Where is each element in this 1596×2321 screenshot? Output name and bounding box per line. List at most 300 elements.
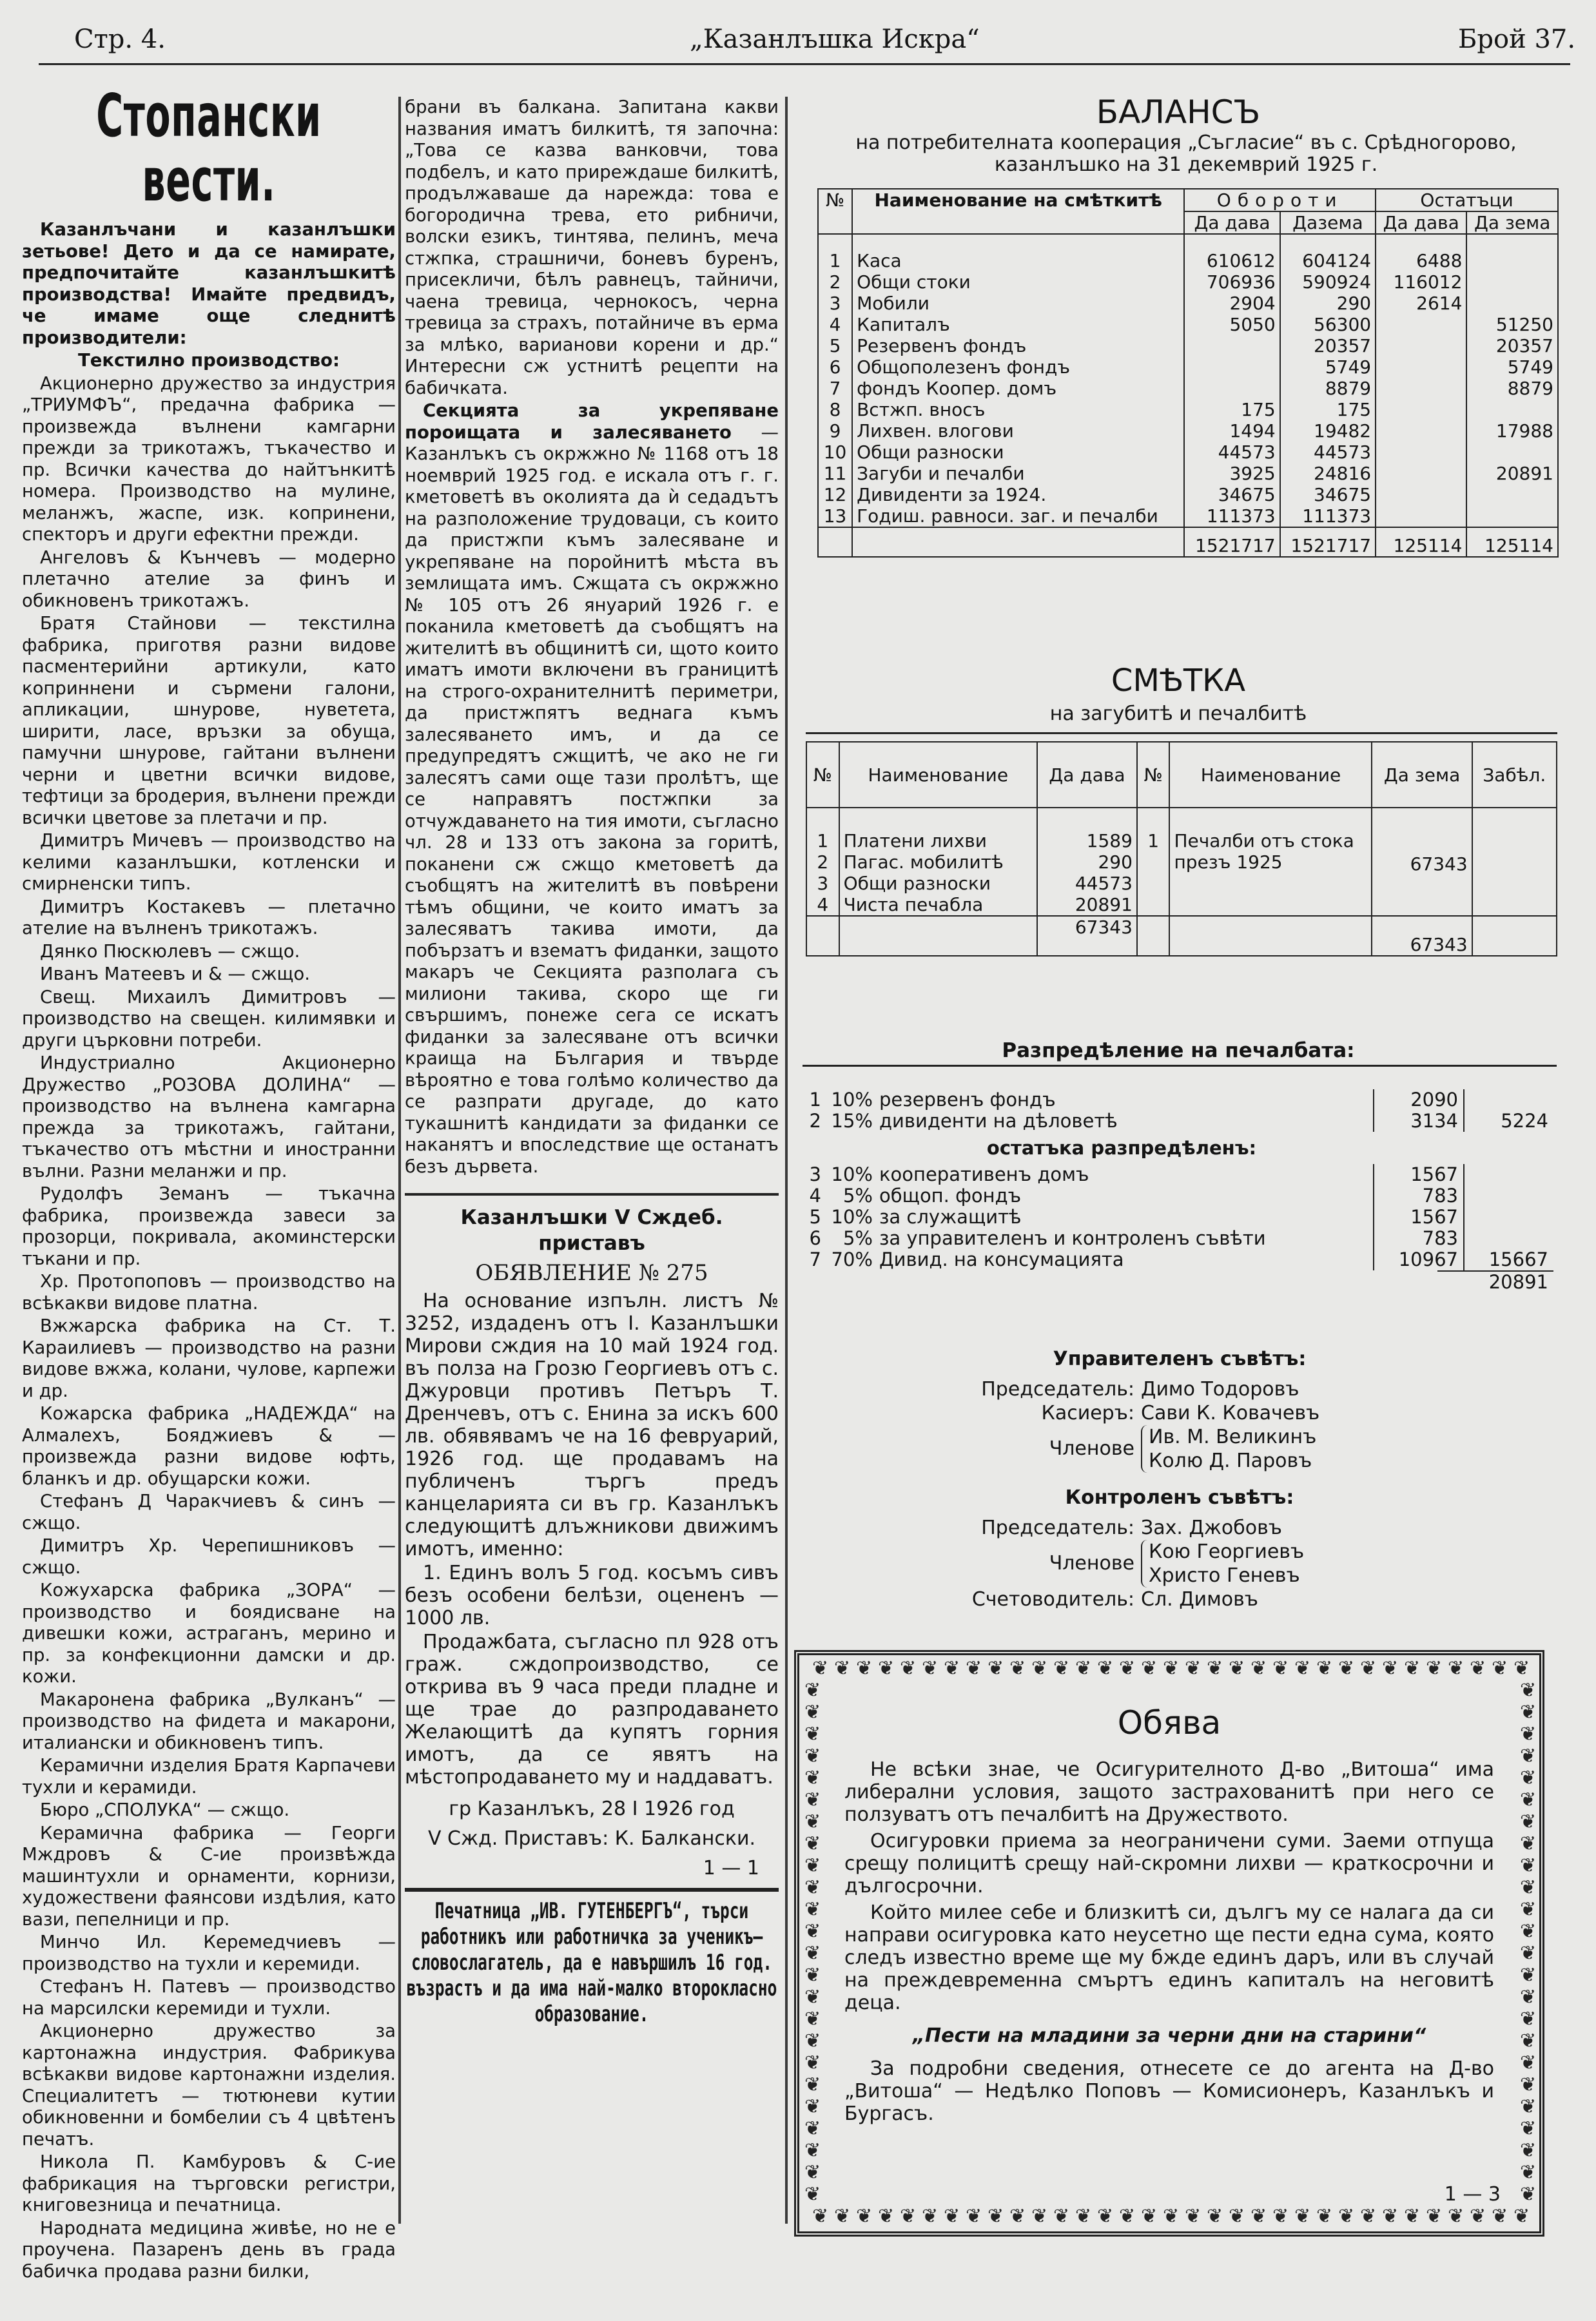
laurel-leaf-icon: ❦: [1119, 1657, 1136, 1680]
distribution-row: [806, 1164, 1553, 1185]
cell-n: 9: [818, 420, 852, 442]
board-cashier: Сави К. Ковачевъ: [1141, 1402, 1320, 1424]
pl-right-number: 1: [1137, 808, 1170, 916]
laurel-leaf-icon: ❦: [1520, 1920, 1537, 1943]
cell-name: Общополезенъ фондъ: [852, 356, 1184, 378]
laurel-leaf-icon: ❦: [1520, 1767, 1537, 1789]
cell-a: 175: [1184, 399, 1280, 420]
cell-name: Капиталъ: [852, 314, 1184, 335]
cell-n: 12: [818, 484, 852, 505]
laurel-leaf-icon: ❦: [1251, 2205, 1267, 2228]
cell-a: 44573: [1184, 442, 1280, 463]
cell-d: 20357: [1466, 335, 1558, 356]
cell-d: [1466, 442, 1558, 463]
distribution-cell: 5%: [842, 1185, 873, 1207]
laurel-leaf-icon: ❦: [812, 2205, 829, 2228]
laurel-leaf-icon: ❦: [1470, 2205, 1486, 2228]
cell-b: 8879: [1280, 378, 1376, 399]
distribution-cell: [1465, 1089, 1553, 1111]
cell-d: [1466, 484, 1558, 505]
laurel-leaf-icon: ❦: [900, 1657, 917, 1680]
board-title: Управителенъ съвѣтъ:: [1053, 1348, 1307, 1370]
col-account-name: Наименование на смѣткитѣ: [852, 189, 1184, 234]
laurel-leaf-icon: ❦: [966, 2205, 982, 2228]
balance-title: БАЛАНСЪ: [1096, 93, 1261, 131]
distribution-cell: 10%: [831, 1089, 873, 1111]
laurel-leaf-icon: ❦: [804, 1964, 821, 1986]
laurel-leaf-icon: ❦: [804, 1920, 821, 1943]
cell-a: 3925: [1184, 463, 1280, 484]
item: Рудолфъ Земанъ — тъкачна фабрика, произвежда завеси за прозорци, покривала, акоминстерски тъкани и пр.: [22, 1183, 396, 1269]
cell-c: [1376, 314, 1466, 335]
ad-title: Обява: [1117, 1704, 1221, 1742]
pl-subtitle: на загубитѣ и печалбитѣ: [1049, 703, 1307, 725]
cell-name: Резервенъ фондъ: [852, 335, 1184, 356]
subheading-textile: Текстилно производство:: [77, 350, 340, 371]
cell-name: Общи стоки: [852, 271, 1184, 293]
laurel-leaf-icon: ❦: [1316, 2205, 1333, 2228]
notice-item: 1. Единъ волъ 5 год. косъмъ сивъ безъ особени белѣзи, оцененъ — 1000 лв.: [405, 1562, 779, 1629]
notice-signature: V Сжд. Приставъ: К. Балкански.: [427, 1827, 756, 1850]
cell-n: 10: [818, 442, 852, 463]
col-take-2: Да зема: [1466, 211, 1558, 234]
item: Акционерно дружество за индустрия „ТРИУМФЪ“, предачна фабрика — произвежда вълнени камгарни прежди за трикотажъ, тъкачество и пр. Всички качества до найтънкитѣ номера. Производство на мулине, меланжъ, жаспе, изк. копринени, спекторъ и други ефектни прежди.: [22, 373, 396, 545]
laurel-leaf-icon: ❦: [1520, 2161, 1537, 2184]
laurel-leaf-icon: ❦: [1520, 2052, 1537, 2074]
item: Димитръ Костакевъ — плетачно ателие на вълненъ трикотажъ.: [22, 896, 396, 938]
board-chair: Димо Тодоровъ: [1141, 1378, 1299, 1401]
laurel-leaf-icon: ❦: [1207, 2205, 1223, 2228]
laurel-leaf-icon: ❦: [1031, 1657, 1048, 1680]
laurel-leaf-icon: ❦: [1520, 1854, 1537, 1877]
distribution-row: [806, 1249, 1553, 1270]
laurel-leaf-icon: ❦: [804, 2030, 821, 2052]
laurel-leaf-icon: ❦: [1163, 1657, 1180, 1680]
pl-cell: 4: [817, 894, 829, 915]
col-take: Да зема: [1372, 742, 1472, 808]
laurel-leaf-icon: ❦: [878, 2205, 895, 2228]
pl-right-name: Печалби отъ стока презъ 1925: [1169, 808, 1372, 916]
cell-n: 4: [818, 314, 852, 335]
distribution-cell: резервенъ фондъ: [879, 1089, 1056, 1111]
laurel-leaf-icon: ❦: [1272, 2205, 1289, 2228]
forestation-article: Секцията за укрепяване пороищата и залесяването — Казанлъкъ съ окржжно № 1168 отъ 18 ноемврий 1925 год. е искала отъ г. г. кметоветѣ въ околията да ѝ седадътъ на разположение трудоваци, съ които да пристжпи къмъ залесяване и укрепяване на поройнитѣ мѣста въ землищата имъ. Сжщата съ окржжно № 105 отъ 26 януарий 1926 г. е поканила кметоветѣ да съобщятъ на жителитѣ въ общинитѣ си, щото които иматъ имоти включени въ границитѣ на строго-охранителнитѣ периметри, да пристжпятъ веднага къмъ залесяването имъ, и да се предупредятъ сжщитѣ, че ако не ги залесятъ сами още тази пролѣтъ, ще се направятъ постжпки за отчуждаването на тия имоти, съгласно чл. 28 и 133 отъ закона за горитѣ, поканени сж сжщо кметоветѣ да съобщятъ на жителитѣ въ повѣрени тѣмъ общини, че които иматъ за залесяватъ такива имоти, да побързатъ и взематъ фиданки, защото макаръ че Секцията разполага съ милиони такива, скоро ще ги свършимъ, понеже сега се искатъ фиданки за залесяване отъ всички краища на България и твърде вѣроятно е това голѣмо количество да се разпрати другаде, до като тукашнитѣ кандидати за фиданки се наканятъ и впоследствие ще останатъ безъ дървета.: [405, 400, 779, 1177]
cell-a: 34675: [1184, 484, 1280, 505]
cell-name: Общи разноски: [852, 442, 1184, 463]
distribution-row: [806, 1228, 1553, 1249]
cell-d: [1466, 271, 1558, 293]
item: Народната медицина живѣе, но не е проучена. Пазаренъ день въ града бабичка продава разни билки,: [22, 2217, 396, 2282]
distribution-cell: 4: [809, 1185, 821, 1207]
cell-c: [1376, 378, 1466, 399]
distribution-cell: за управителенъ и контроленъ съвѣти: [879, 1227, 1266, 1249]
laurel-leaf-icon: ❦: [804, 1811, 821, 1833]
pl-cell: 3: [817, 873, 829, 894]
cell-a: [1184, 335, 1280, 356]
pl-cell: 290: [1098, 851, 1133, 873]
laurel-leaf-icon: ❦: [804, 2139, 821, 2162]
laurel-leaf-icon: ❦: [1185, 1657, 1202, 1680]
laurel-leaf-icon: ❦: [804, 1832, 821, 1855]
distribution-cell: 70%: [831, 1248, 873, 1270]
distribution-cell: 3: [809, 1163, 821, 1185]
cell-b: 175: [1280, 399, 1376, 420]
control-member: Христо Геневъ: [1149, 1564, 1300, 1587]
laurel-leaf-icon: ❦: [1520, 2139, 1537, 2162]
cell-b: 19482: [1280, 420, 1376, 442]
laurel-leaf-icon: ❦: [1520, 1832, 1537, 1855]
laurel-leaf-icon: ❦: [1520, 2183, 1537, 2206]
cell-b: 604124: [1280, 234, 1376, 271]
laurel-leaf-icon: ❦: [834, 2205, 851, 2228]
pl-table: [806, 741, 1557, 957]
item: Ангеловъ & Кънчевъ — модерно плетачно ателие за финъ и обикновенъ трикотажъ.: [22, 547, 396, 611]
laurel-leaf-icon: ❦: [1338, 1657, 1355, 1680]
pl-cell: 44573: [1075, 873, 1133, 894]
laurel-leaf-icon: ❦: [1009, 2205, 1026, 2228]
pl-cell: 20891: [1075, 894, 1133, 915]
distribution-row: [806, 1185, 1553, 1207]
laurel-leaf-icon: ❦: [856, 2205, 873, 2228]
laurel-leaf-icon: ❦: [1426, 1657, 1443, 1680]
notice-title: ОБЯВЛЕНИЕ № 275: [475, 1260, 708, 1286]
laurel-leaf-icon: ❦: [1520, 1898, 1537, 1921]
cell-c: [1376, 505, 1466, 527]
balance-row: [818, 271, 1558, 293]
distribution-cell: [1465, 1164, 1553, 1185]
laurel-leaf-icon: ❦: [1520, 1789, 1537, 1811]
laurel-leaf-icon: ❦: [1448, 1657, 1465, 1680]
cell-c: [1376, 442, 1466, 463]
laurel-leaf-icon: ❦: [1513, 1657, 1530, 1680]
cell-c: 2614: [1376, 293, 1466, 314]
pl-cell: 2: [817, 851, 829, 873]
distribution-cell: 3134: [1373, 1111, 1465, 1132]
laurel-leaf-icon: ❦: [1009, 1657, 1026, 1680]
laurel-leaf-icon: ❦: [988, 1657, 1004, 1680]
pl-rule: [806, 732, 1557, 734]
cell-n: 1: [818, 234, 852, 271]
balance-row: [818, 463, 1558, 484]
distribution-cell: [1465, 1207, 1553, 1228]
cell-a: 1494: [1184, 420, 1280, 442]
laurel-leaf-icon: ❦: [1031, 2205, 1048, 2228]
cell-d: 5749: [1466, 356, 1558, 378]
cell-b: 34675: [1280, 484, 1376, 505]
cell-b: 44573: [1280, 442, 1376, 463]
distribution-cell: 7: [809, 1248, 821, 1270]
laurel-leaf-icon: ❦: [1163, 2205, 1180, 2228]
distribution-cell: 5%: [842, 1227, 873, 1249]
laurel-leaf-icon: ❦: [1382, 1657, 1399, 1680]
laurel-leaf-icon: ❦: [804, 1789, 821, 1811]
balance-row: [818, 399, 1558, 420]
balance-subtitle: на потребителната кооперация „Съгласие“ въ с. Срѣдногорово, казанлъшко на 31 декемврий 1925 г.: [855, 131, 1517, 176]
newspaper-title: „Казанлъшка Искра“: [690, 24, 980, 54]
header-rule: [39, 63, 1570, 65]
cell-c: [1376, 463, 1466, 484]
item: Стефанъ Д Чаракчиевъ & синъ — сжщо.: [22, 1491, 396, 1533]
bailiff-heading: Казанлъшки V Сждеб. приставъ: [460, 1206, 723, 1255]
laurel-leaf-icon: ❦: [1520, 1876, 1537, 1899]
laurel-leaf-icon: ❦: [1426, 2205, 1443, 2228]
distribution-cell: 1567: [1373, 1164, 1465, 1185]
column-divider-2: [785, 97, 788, 2224]
ad-paragraph: Осигуровки приема за неограничени суми. Заеми отпуща срещу полицитѣ срещу най-скромни лихви — краткосрочни и дългосрочни.: [844, 1830, 1494, 1898]
distribution-row: [806, 1111, 1553, 1132]
distribution-title: Разпредѣление на печалбата:: [1002, 1039, 1355, 1062]
laurel-leaf-icon: ❦: [1207, 1657, 1223, 1680]
ad-number: 1 — 3: [1444, 2183, 1501, 2206]
laurel-leaf-icon: ❦: [812, 1657, 829, 1680]
economic-news-column: [22, 84, 396, 2301]
laurel-leaf-icon: ❦: [804, 2052, 821, 2074]
notice-date: гр Казанлъкъ, 28 I 1926 год: [449, 1798, 735, 1820]
accountant: Сл. Димовъ: [1141, 1588, 1258, 1611]
laurel-leaf-icon: ❦: [1097, 1657, 1114, 1680]
laurel-leaf-icon: ❦: [922, 1657, 939, 1680]
item: Никола П. Камбуровъ & С-ие фабрикация на търговски регистри, книговезница и печатница.: [22, 2151, 396, 2215]
distribution-cell: 2: [809, 1110, 821, 1132]
cell-a: [1184, 356, 1280, 378]
laurel-leaf-icon: ❦: [1316, 1657, 1333, 1680]
distribution-cell: 783: [1373, 1228, 1465, 1249]
pl-cell: 1: [817, 830, 829, 851]
board-member: Колю Д. Паровъ: [1149, 1450, 1312, 1472]
total-take-2: 125114: [1466, 527, 1558, 557]
cell-name: Загуби и печалби: [852, 463, 1184, 484]
laurel-leaf-icon: ❦: [1520, 2030, 1537, 2052]
laurel-leaf-icon: ❦: [804, 1898, 821, 1921]
laurel-leaf-icon: ❦: [1520, 1942, 1537, 1965]
distribution-cell: 1567: [1373, 1207, 1465, 1228]
distribution-cell: 15667: [1488, 1248, 1548, 1270]
item: Индустриално Акционерно Дружество „РОЗОВА ДОЛИНА“ — производство на вълнена камгарна прежда за трикотажъ, гайтани, тъкачество отъ мѣстни и иностранни вълни. Разни меланжи и пр.: [22, 1053, 396, 1181]
item: Керамични изделия Братя Карпачеви тухли и керамиди.: [22, 1755, 396, 1798]
distribution-cell: 15%: [831, 1110, 873, 1132]
cell-name: Встжп. вносъ: [852, 399, 1184, 420]
laurel-leaf-icon: ❦: [900, 2205, 917, 2228]
cell-n: 5: [818, 335, 852, 356]
col-balance: Остатъци: [1376, 189, 1558, 211]
page-number: Стр. 4.: [74, 24, 166, 54]
balance-row: [818, 442, 1558, 463]
cell-d: [1466, 399, 1558, 420]
item: Димитръ Хр. Черепишниковъ — сжщо.: [22, 1535, 396, 1578]
cell-d: [1466, 234, 1558, 271]
laurel-leaf-icon: ❦: [804, 1723, 821, 1745]
item: Минчо Ил. Керемедчиевъ — производство на тухли и керемиди.: [22, 1932, 396, 1974]
item: Свещ. Михаилъ Димитровъ — производство на свещен. килимявки и други църковни потреби.: [22, 986, 396, 1051]
item: Димитръ Мичевъ — производство на келими казанлъшки, котленски и смирненски типъ.: [22, 830, 396, 894]
laurel-leaf-icon: ❦: [804, 2008, 821, 2030]
col-name: Наименование: [839, 742, 1037, 808]
laurel-leaf-icon: ❦: [1229, 1657, 1245, 1680]
cell-n: 7: [818, 378, 852, 399]
laurel-leaf-icon: ❦: [804, 1767, 821, 1789]
laurel-leaf-icon: ❦: [804, 2183, 821, 2206]
ad-paragraph: Който милее себе и близкитѣ си, дългъ му се налага да си направи осигуровка като неусетно ще пести една сума, която следъ известно време ще му бжде единъ даръ, или въ случай на преждевременна смъртъ единъ капиталъ на неговитѣ деца.: [844, 1901, 1494, 2014]
laurel-leaf-icon: ❦: [804, 1854, 821, 1877]
item: Акционерно дружество за картонажна индустрия. Фабрикува всѣкакви видове картонажни изделия. Специалитетъ — тютюневи кутии обикновенни и бомбелии съ 4 цвѣтенъ печатъ.: [22, 2021, 396, 2150]
laurel-leaf-icon: ❦: [1404, 2205, 1421, 2228]
distribution-cell: Дивид. на консумацията: [879, 1248, 1124, 1270]
balance-row: [818, 484, 1558, 505]
item: Кожухарска фабрика „ЗОРА“ — производство и боядисване на дивешки кожи, астраганъ, мерино и пр. за конфекционни дамски и др. кожи.: [22, 1580, 396, 1687]
cell-n: 2: [818, 271, 852, 293]
laurel-leaf-icon: ❦: [1520, 2095, 1537, 2118]
cell-c: [1376, 420, 1466, 442]
laurel-leaf-icon: ❦: [1053, 1657, 1070, 1680]
item: Братя Стайнови — текстилна фабрика, приготвя разни видове пасментерийни артикули, като коприннени и сърмени галони, апликации, шнурове, нуветета, ширити, ласе, връзки за обуща, памучни шнурове, гайтани вълнени черни и цветни всички видове, тефтици за бродерия, вълнени прежди всички цветове за плетачи и пр.: [22, 613, 396, 828]
balance-row: [818, 314, 1558, 335]
balance-row: [818, 378, 1558, 399]
laurel-leaf-icon: ❦: [1520, 1986, 1537, 2008]
cell-name: Каса: [852, 234, 1184, 271]
cell-name: Лихвен. влогови: [852, 420, 1184, 442]
laurel-leaf-icon: ❦: [1141, 1657, 1158, 1680]
distribution-cell: 5: [809, 1206, 821, 1228]
divider: [405, 1888, 779, 1892]
laurel-leaf-icon: ❦: [1075, 1657, 1092, 1680]
col-name-2: Наименование: [1169, 742, 1372, 808]
laurel-leaf-icon: ❦: [1251, 1657, 1267, 1680]
cell-d: [1466, 505, 1558, 527]
laurel-leaf-icon: ❦: [804, 1986, 821, 2008]
rest-title: остатъка разпредѣленъ:: [986, 1137, 1257, 1159]
pl-cell: Платени лихви: [843, 830, 987, 851]
laurel-leaf-icon: ❦: [1520, 1701, 1537, 1724]
laurel-leaf-icon: ❦: [804, 2095, 821, 2118]
col-take: Дазема: [1280, 211, 1376, 234]
distribution-cell: 6: [809, 1227, 821, 1249]
cell-d: 8879: [1466, 378, 1558, 399]
notice-terms: Продажбата, съгласно пл 928 отъ граж. сждопроизводство, се открива въ 9 часа преди пладне и ще трае до разпродаването Желающитѣ да купятъ горния имотъ, да се явятъ на мѣстопродаването му и наддаватъ.: [405, 1631, 779, 1789]
cell-d: 17988: [1466, 420, 1558, 442]
control-member: Кою Георгиевъ: [1149, 1540, 1305, 1563]
cell-c: 116012: [1376, 271, 1466, 293]
total-take: 1521717: [1280, 527, 1376, 557]
laurel-leaf-icon: ❦: [804, 1942, 821, 1965]
pl-cell: 1589: [1086, 830, 1133, 851]
cell-name: Мобили: [852, 293, 1184, 314]
laurel-leaf-icon: ❦: [1294, 1657, 1311, 1680]
laurel-leaf-icon: ❦: [1520, 1745, 1537, 1767]
laurel-leaf-icon: ❦: [1470, 1657, 1486, 1680]
col-no: №: [806, 742, 839, 808]
cell-n: 8: [818, 399, 852, 420]
distribution-cell: [1465, 1185, 1553, 1207]
page-header: [0, 0, 1596, 64]
balance-row: [818, 293, 1558, 314]
pl-title: СМѢТКА: [1111, 663, 1246, 699]
distribution-cell: за служащитѣ: [879, 1206, 1022, 1228]
laurel-leaf-icon: ❦: [1492, 2205, 1508, 2228]
column-divider-1: [398, 97, 401, 2224]
total-give-2: 125114: [1376, 527, 1466, 557]
laurel-leaf-icon: ❦: [1360, 1657, 1377, 1680]
cell-n: 6: [818, 356, 852, 378]
laurel-leaf-icon: ❦: [1404, 1657, 1421, 1680]
pl-cell: Пагас. мобилитѣ: [843, 851, 1004, 873]
cell-d: 51250: [1466, 314, 1558, 335]
laurel-leaf-icon: ❦: [1053, 2205, 1070, 2228]
cell-n: 11: [818, 463, 852, 484]
col-give: Да дава: [1037, 742, 1137, 808]
cell-name: фондъ Коопер. домъ: [852, 378, 1184, 399]
cell-a: 2904: [1184, 293, 1280, 314]
distribution-cell: 1: [809, 1089, 821, 1111]
cell-d: 20891: [1466, 463, 1558, 484]
distribution-row: [806, 1089, 1553, 1111]
cell-b: 5749: [1280, 356, 1376, 378]
cell-c: [1376, 484, 1466, 505]
distribution-cell: 2090: [1373, 1089, 1465, 1111]
cell-a: 111373: [1184, 505, 1280, 527]
laurel-leaf-icon: ❦: [1272, 1657, 1289, 1680]
herbs-continued: брани въ балкана. Запитана какви названия иматъ билкитѣ, тя започна: „Това се казва ванковчи, това подбелъ, и като приреждаше билкитѣ, продължаваше да нарежда: това е богородична трева, ето рибничи, волски езикъ, тинтява, пелинъ, меча стжпка, страшничи, боневъ буренъ, присекличи, бѣлъ равнецъ, тайничи, чаена тревица, чернокосъ, черна тревица за страхъ, потайниче въ ерма за млѣко, варианови корени и др.“ Интересни сж устнитѣ рецепти на бабичката.: [405, 97, 779, 398]
ad-paragraph: За подробни сведения, отнесете се до агента на Д-во „Витоша“ — Недѣлко Поповъ — Комисионеръ, Казанлъкъ и Бургасъ.: [844, 2057, 1494, 2125]
pl-right-total: 67343: [1372, 916, 1472, 956]
laurel-leaf-icon: ❦: [1513, 2205, 1530, 2228]
divider: [405, 1193, 779, 1196]
cell-b: 590924: [1280, 271, 1376, 293]
pl-left-names: [839, 808, 1037, 916]
laurel-leaf-icon: ❦: [1338, 2205, 1355, 2228]
issue-number: Брой 37.: [1458, 24, 1576, 54]
laurel-leaf-icon: ❦: [804, 1701, 821, 1724]
laurel-leaf-icon: ❦: [1294, 2205, 1311, 2228]
ad-slogan: „Пести на младини за черни дни на старини“: [912, 2025, 1426, 2047]
cell-b: 290: [1280, 293, 1376, 314]
laurel-leaf-icon: ❦: [1520, 2073, 1537, 2096]
laurel-leaf-icon: ❦: [922, 2205, 939, 2228]
cell-c: [1376, 335, 1466, 356]
item: Бюро „СПОЛУКА“ — сжщо.: [40, 1800, 290, 1820]
item: Макаронена фабрика „Вулканъ“ — производство на фидета и макарони, италиански и обикновенъ типъ.: [22, 1689, 396, 1753]
laurel-leaf-icon: ❦: [1520, 2008, 1537, 2030]
distribution-cell: кооперативенъ домъ: [879, 1163, 1089, 1185]
pl-left-numbers: [806, 808, 839, 916]
distribution-cell: 10967: [1373, 1249, 1465, 1270]
cell-b: 20357: [1280, 335, 1376, 356]
column-2: [405, 97, 779, 2307]
insurance-ad: [794, 1650, 1544, 2237]
dist-rule: [803, 1065, 1557, 1067]
cell-a: [1184, 378, 1280, 399]
pl-right-value: 67343: [1372, 808, 1472, 916]
item: Хр. Протопоповъ — производство на всѣкакви видове платна.: [22, 1271, 396, 1314]
laurel-leaf-icon: ❦: [1492, 1657, 1508, 1680]
notice-body: На основание изпълн. листъ № 3252, издаденъ отъ I. Казанлъшки Мирови сждия на 10 май 1924 год. въ полза на Грозю Георгиевъ отъ с. Джуровци противъ Петъръ Т. Дренчевъ, отъ с. Енина за искъ 600 лв. обявявамъ че на 16 февруарий, 1926 год. ще продавамъ на публиченъ търгъ предъ канцеларията си въ гр. Казанлъкъ следующитѣ длъжникови движимъ имотъ, именно:: [405, 1290, 779, 1560]
laurel-leaf-icon: ❦: [966, 1657, 982, 1680]
laurel-leaf-icon: ❦: [834, 1657, 851, 1680]
distribution-cell: дивиденти на дѣловетѣ: [879, 1110, 1118, 1132]
laurel-leaf-icon: ❦: [988, 2205, 1004, 2228]
col-give-2: Да дава: [1376, 211, 1466, 234]
notice-number: 1 — 1: [703, 1857, 759, 1879]
pl-cell: Общи разноски: [843, 873, 991, 894]
laurel-leaf-icon: ❦: [1075, 2205, 1092, 2228]
item: Керамична фабрика — Георги Мждровъ & С-ие произвѣжда машинтухли и орнаменти, корнизи, художествени фаянсови издѣлия, като вази, пепелници и пр.: [22, 1822, 396, 1930]
cell-d: [1466, 293, 1558, 314]
cell-a: 706936: [1184, 271, 1280, 293]
intro: Казанлъчани и казанлъшки зетьове! Дето и да се намирате, предпочитайте казанлъшкитѣ производства! Имайте предвидъ, че имаме още следнитѣ производители:: [22, 219, 396, 348]
cell-n: 3: [818, 293, 852, 314]
laurel-leaf-icon: ❦: [1520, 2117, 1537, 2140]
balance-row: [818, 420, 1558, 442]
laurel-leaf-icon: ❦: [1520, 1723, 1537, 1745]
